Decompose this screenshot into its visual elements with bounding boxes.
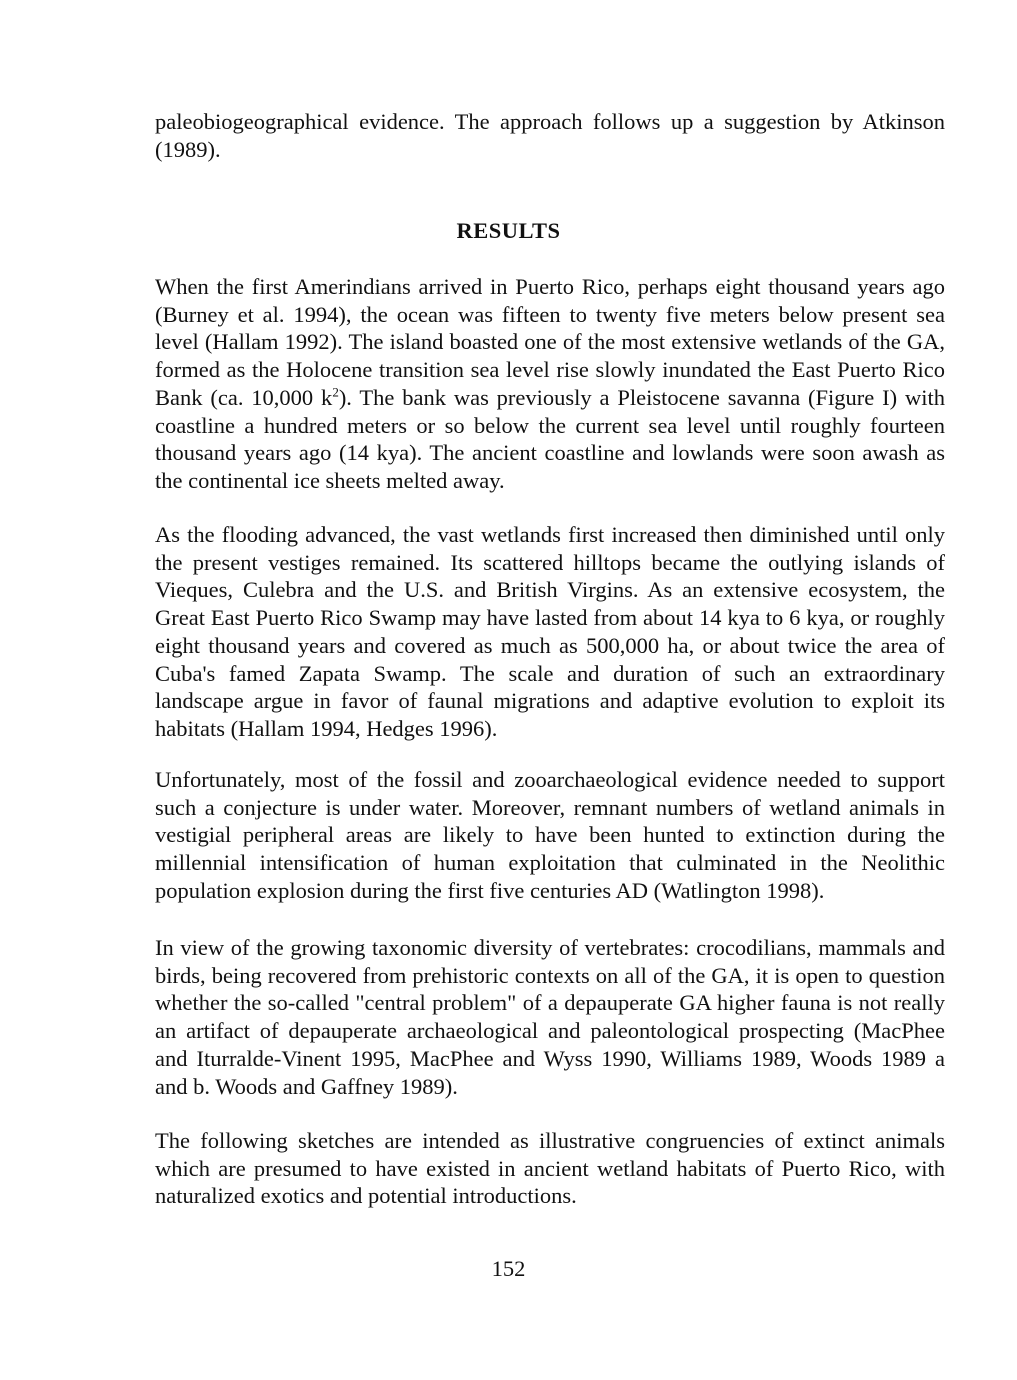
page-number: 152 <box>491 1256 526 1281</box>
results-paragraph-2: As the flooding advanced, the vast wetlands first increased then diminished until only the present vestiges remained. Its scattered hilltops became the outlying islands of Vieques, Culebra and the U.S. and British Virgins. As an extensive ecosystem, the Great East Puerto Rico Swamp may have lasted from about 14 kya to 6 kya, or roughly eight thousand years and covered as much as 500,000 ha, or about twice the area of Cuba's famed Zapata Swamp. The scale and duration of such an extraordinary landscape argue in favor of faunal migrations and adaptive evolution to exploit its habitats (Hallam 1994, Hedges 1996). <box>155 522 945 741</box>
results-paragraph-5: The following sketches are intended as illustrative congruencies of extinct animals which are presumed to have existed in ancient wetland habitats of Puerto Rico, with naturalized exotics and potential introductions. <box>155 1128 945 1209</box>
results-paragraph-1-text-a: When the first Amerindians arrived in Puerto Rico, perhaps eight thousand years ago (Burney et al. 1994), the ocean was fifteen to twenty five meters below present sea level (Hallam 1992). The island boasted one of the most extensive wetlands of the GA, formed as the Holocene transition sea level rise slowly inundated the East Puerto Rico Bank (ca. 10,000 k <box>155 274 945 410</box>
results-paragraph-3: Unfortunately, most of the fossil and zooarchaeological evidence needed to support such a conjecture is under water. Moreover, remnant numbers of wetland animals in vestigial peripheral areas are likely to have been hunted to extinction during the millennial intensification of human exploitation that culminated in the Neolithic population explosion during the first five centuries AD (Watlington 1998). <box>155 767 945 903</box>
superscript-two: 2 <box>332 384 339 400</box>
intro-paragraph: paleobiogeographical evidence. The approach follows up a suggestion by Atkinson (1989). <box>155 109 945 162</box>
results-paragraph-1 <box>155 273 945 495</box>
section-heading-results: RESULTS <box>456 218 561 243</box>
results-paragraph-4: In view of the growing taxonomic diversity of vertebrates: crocodilians, mammals and birds, being recovered from prehistoric contexts on all of the GA, it is open to question whether the so-called "central problem" of a depauperate GA higher fauna is not really an artifact of depauperate archaeological and paleontological prospecting (MacPhee and Iturralde-Vinent 1995, MacPhee and Wyss 1990, Williams 1989, Woods 1989 a and b. Woods and Gaffney 1989). <box>155 935 945 1099</box>
results-paragraph-1-text-b: ). The bank was previously a Pleistocene savanna (Figure I) with coastline a hundred meters or so below the current sea level until roughly fourteen thousand years ago (14 kya). The ancient coastline and lowlands were soon awash as the continental ice sheets melted away. <box>155 384 945 493</box>
